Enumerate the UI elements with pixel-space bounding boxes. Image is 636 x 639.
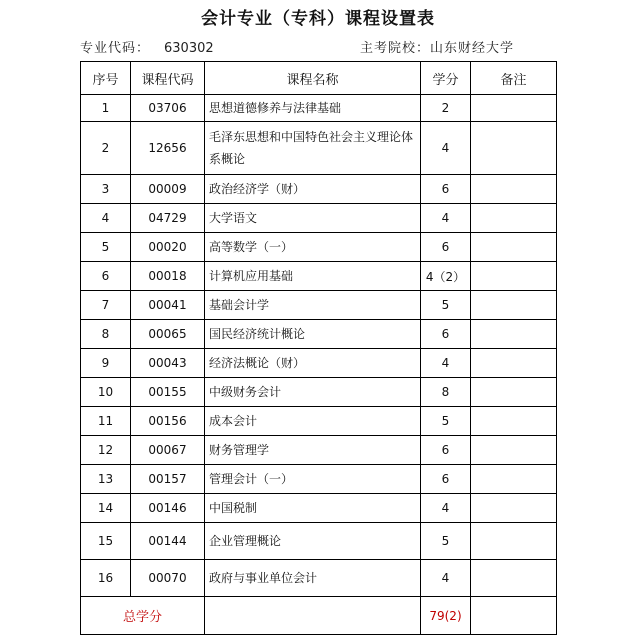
cell-note xyxy=(471,204,557,233)
header-no: 序号 xyxy=(81,62,131,95)
table-header-row xyxy=(81,62,557,95)
cell-code: 00018 xyxy=(131,262,205,291)
cell-name: 毛泽东思想和中国特色社会主义理论体系概论 xyxy=(205,122,421,175)
cell-no: 7 xyxy=(81,291,131,320)
cell-no: 15 xyxy=(81,523,131,560)
cell-note xyxy=(471,175,557,204)
header-note: 备注 xyxy=(471,62,557,95)
table-row xyxy=(81,175,557,204)
cell-code: 00041 xyxy=(131,291,205,320)
table-row xyxy=(81,523,557,560)
school-value: 山东财经大学 xyxy=(430,41,515,56)
cell-name: 中国税制 xyxy=(205,494,421,523)
course-table xyxy=(80,61,557,635)
cell-no: 10 xyxy=(81,378,131,407)
cell-note xyxy=(471,320,557,349)
table-row xyxy=(81,122,557,175)
table-row xyxy=(81,407,557,436)
cell-code: 00156 xyxy=(131,407,205,436)
cell-name: 思想道德修养与法律基础 xyxy=(205,95,421,122)
cell-credit: 4（2） xyxy=(421,262,471,291)
cell-credit: 6 xyxy=(421,233,471,262)
cell-name: 经济法概论（财） xyxy=(205,349,421,378)
major-code-value: 630302 xyxy=(164,41,214,56)
cell-no: 16 xyxy=(81,560,131,597)
cell-code: 00020 xyxy=(131,233,205,262)
header-credit: 学分 xyxy=(421,62,471,95)
cell-note xyxy=(471,262,557,291)
table-row xyxy=(81,95,557,122)
cell-name: 高等数学（一） xyxy=(205,233,421,262)
cell-name: 大学语文 xyxy=(205,204,421,233)
cell-no: 8 xyxy=(81,320,131,349)
table-row xyxy=(81,349,557,378)
cell-credit: 2 xyxy=(421,95,471,122)
school xyxy=(360,37,514,56)
cell-note xyxy=(471,436,557,465)
cell-credit: 4 xyxy=(421,349,471,378)
cell-name: 计算机应用基础 xyxy=(205,262,421,291)
cell-name: 国民经济统计概论 xyxy=(205,320,421,349)
cell-name: 财务管理学 xyxy=(205,436,421,465)
total-note xyxy=(471,597,557,635)
cell-note xyxy=(471,291,557,320)
cell-code: 00157 xyxy=(131,465,205,494)
cell-note xyxy=(471,494,557,523)
cell-code: 12656 xyxy=(131,122,205,175)
table-row xyxy=(81,262,557,291)
table-row xyxy=(81,233,557,262)
header-code: 课程代码 xyxy=(131,62,205,95)
cell-no: 12 xyxy=(81,436,131,465)
table-row xyxy=(81,560,557,597)
total-label: 总学分 xyxy=(81,597,205,635)
cell-no: 2 xyxy=(81,122,131,175)
cell-credit: 5 xyxy=(421,523,471,560)
cell-credit: 4 xyxy=(421,122,471,175)
cell-note xyxy=(471,233,557,262)
cell-code: 00155 xyxy=(131,378,205,407)
table-row xyxy=(81,204,557,233)
cell-no: 11 xyxy=(81,407,131,436)
table-row xyxy=(81,494,557,523)
cell-credit: 4 xyxy=(421,204,471,233)
cell-name: 成本会计 xyxy=(205,407,421,436)
total-name-cell xyxy=(205,597,421,635)
cell-note xyxy=(471,95,557,122)
cell-code: 00067 xyxy=(131,436,205,465)
cell-no: 5 xyxy=(81,233,131,262)
header-name: 课程名称 xyxy=(205,62,421,95)
cell-code: 00065 xyxy=(131,320,205,349)
total-credit: 79(2) xyxy=(421,597,471,635)
cell-name: 基础会计学 xyxy=(205,291,421,320)
cell-name: 企业管理概论 xyxy=(205,523,421,560)
table-row xyxy=(81,465,557,494)
cell-name: 管理会计（一） xyxy=(205,465,421,494)
cell-credit: 4 xyxy=(421,560,471,597)
cell-no: 6 xyxy=(81,262,131,291)
cell-no: 1 xyxy=(81,95,131,122)
major-code-label: 专业代码： xyxy=(80,41,151,56)
cell-note xyxy=(471,465,557,494)
cell-credit: 5 xyxy=(421,407,471,436)
cell-note xyxy=(471,560,557,597)
cell-note xyxy=(471,407,557,436)
cell-no: 14 xyxy=(81,494,131,523)
cell-code: 00070 xyxy=(131,560,205,597)
table-row xyxy=(81,436,557,465)
total-row xyxy=(81,597,557,635)
cell-credit: 5 xyxy=(421,291,471,320)
cell-credit: 8 xyxy=(421,378,471,407)
table-row xyxy=(81,320,557,349)
cell-note xyxy=(471,378,557,407)
cell-no: 4 xyxy=(81,204,131,233)
cell-note xyxy=(471,122,557,175)
cell-credit: 6 xyxy=(421,175,471,204)
cell-code: 00043 xyxy=(131,349,205,378)
cell-no: 13 xyxy=(81,465,131,494)
table-row xyxy=(81,291,557,320)
cell-name: 政治经济学（财） xyxy=(205,175,421,204)
cell-credit: 6 xyxy=(421,436,471,465)
cell-name: 中级财务会计 xyxy=(205,378,421,407)
cell-code: 04729 xyxy=(131,204,205,233)
school-label: 主考院校： xyxy=(360,41,431,56)
cell-no: 9 xyxy=(81,349,131,378)
page-title: 会计专业（专科）课程设置表 xyxy=(201,9,435,29)
cell-credit: 4 xyxy=(421,494,471,523)
course-table-body xyxy=(81,95,557,597)
cell-name: 政府与事业单位会计 xyxy=(205,560,421,597)
cell-credit: 6 xyxy=(421,465,471,494)
cell-code: 00009 xyxy=(131,175,205,204)
major-code xyxy=(80,37,214,56)
cell-note xyxy=(471,523,557,560)
table-row xyxy=(81,378,557,407)
cell-credit: 6 xyxy=(421,320,471,349)
cell-code: 00146 xyxy=(131,494,205,523)
cell-code: 03706 xyxy=(131,95,205,122)
cell-code: 00144 xyxy=(131,523,205,560)
cell-no: 3 xyxy=(81,175,131,204)
cell-note xyxy=(471,349,557,378)
